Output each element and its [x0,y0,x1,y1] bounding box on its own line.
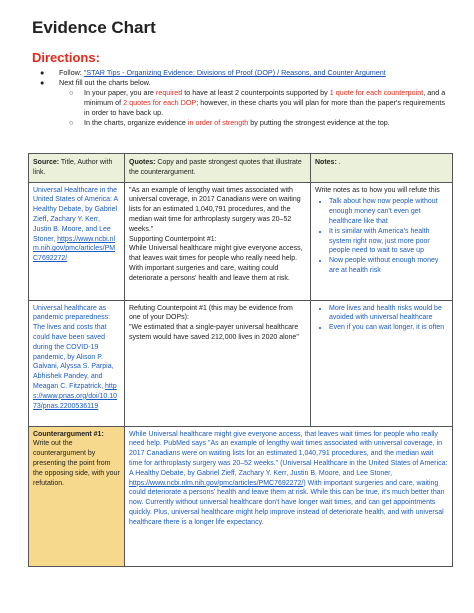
header-notes: Notes: . [311,154,453,183]
notes-cell [311,300,453,426]
bullet-icon: ● [40,78,45,87]
circle-bullet-icon: ○ [69,118,74,127]
table-row [29,426,453,566]
note-item: • It is similar with America's health system right now, just more poor people need to wait to save up [329,227,448,256]
counterargument-link[interactable]: https://www.ncbi.nlm.nih.gov/pmc/articles/PMC7692272/ [129,479,304,487]
source-cell: Universal Healthcare in the United States of America: A Healthy Debate, by Gabriel Zieff, Zachary Y. Kerr, Justin B. Moore, and Lee Stoner, https://www.ncbi.nlm.nih.gov/pmc/articles/PMC7692272/ [29,182,125,300]
source-link[interactable]: https://www.pnas.org/doi/10.1073/pnas.2200536119 [33,382,118,410]
notes-cell: Write notes as to how you will refute this • Talk about how now people without enough money can't even get healthcare like that • It is similar with America's health system right now, just more poor people need to wait to save up • Now people without enough money are at health risk [311,182,453,300]
directions-subitem-requirements: ○ In your paper, you are required to have at least 2 counterpoints supported by 1 quote for each counterpoint, and a minimum of 2 quotes for each DOP; however, in these charts you will plan for more than the paper's requirements in order to have back up. [69,88,446,117]
note-item: • More lives and health risks would be avoided with universal healthcare [329,304,448,324]
quote-cell: "As an example of lengthy wait times associated with universal coverage, in 2017 Canadians were on waiting lists for an estimated 1,040,791 procedures, and the median wait time for arthroplasty surgery was 20–52 weeks." Supporting Counterpoint #1: While Universal healthcare might give everyone access, that leaves wait times for people who really need help. With important surgeries and care, waiting could deteriorate a persons' health and leave them at risk. [125,182,311,300]
table-row [29,300,453,426]
counterargument-text-cell: While Universal healthcare might give everyone access, that leaves wait times for people who really need help. PubMed says "As an example of lengthy wait times associated with universal coverage, in 2017 Canadians were on waiting lists for an estimated 1,040,791 procedures, and the median wait time for arthroplasty surgery was 20–52 weeks." (Universal Healthcare in the United States of America: A Healthy Debate, by Gabriel Zieff, Zachary Y. Kerr, Justin B. Moore, and Lee Stoner, https://www.ncbi.nlm.nih.gov/pmc/articles/PMC7692272/) With important surgeries and care, waiting could deteriorate a persons' health and leave them at risk. While this can be true, it's much better than now. Currently without universal healthcare don't have longer wait times, and can get appointments quickly. Plus, universal healthcare might help improve instead of deteriorate health, and with universal healthcare there is a longer life expectancy. [125,426,453,566]
header-source: Source: Title, Author with link. [29,154,125,183]
source-cell: Universal healthcare as pandemic preparedness: The lives and costs that could have been saved during the COVID-19 pandemic, by Alison P. Galvani, Alyssa S. Parpia, Abhishek Pandey, and Meagan C. Fitzpatrick, https://www.pnas.org/doi/10.1073/pnas.2200536119 [29,300,125,426]
evidence-table [28,153,453,567]
circle-bullet-icon: ○ [69,88,74,97]
directions-item-follow: ● Follow: "STAR Tips - Organizing Evidence: Divisions of Proof (DOP) / Reasons, and Counter Argument [40,68,386,77]
source-link[interactable]: https://www.ncbi.nlm.nih.gov/pmc/articles/PMC7692272/ [33,235,116,263]
page-title: Evidence Chart [32,18,156,37]
directions-list [32,68,452,128]
bullet-icon: ● [40,68,45,77]
star-tips-link[interactable]: "STAR Tips - Organizing Evidence: Divisions of Proof (DOP) / Reasons, and Counter Argument [83,68,386,77]
header-quotes: Quotes: Copy and paste strongest quotes that illustrate the counterargument. [125,154,311,183]
counterargument-label-cell: Counterargument #1: Write out the counterargument by presenting the point from the opposing side, with your refutation. [29,426,125,566]
note-item: • Now people without enough money are at health risk [329,256,448,276]
table-header-row [29,154,453,183]
quote-cell: Refuting Counterpoint #1 (this may be evidence from one of your DOPs): "We estimated that a single-payer universal healthcare system would have saved 212,000 lives in 2020 alone" [125,300,311,426]
table-row [29,182,453,300]
note-item: • Even if you can wait longer, it is often [329,323,448,333]
directions-subitem-order: ○ In the charts, organize evidence in order of strength by putting the strongest evidence at the top. [69,118,390,127]
directions-heading: Directions: [32,50,100,65]
directions-item-fill-out: ● Next fill out the charts below. [40,78,151,87]
note-item: • Talk about how now people without enough money can't even get healthcare like that [329,197,448,226]
